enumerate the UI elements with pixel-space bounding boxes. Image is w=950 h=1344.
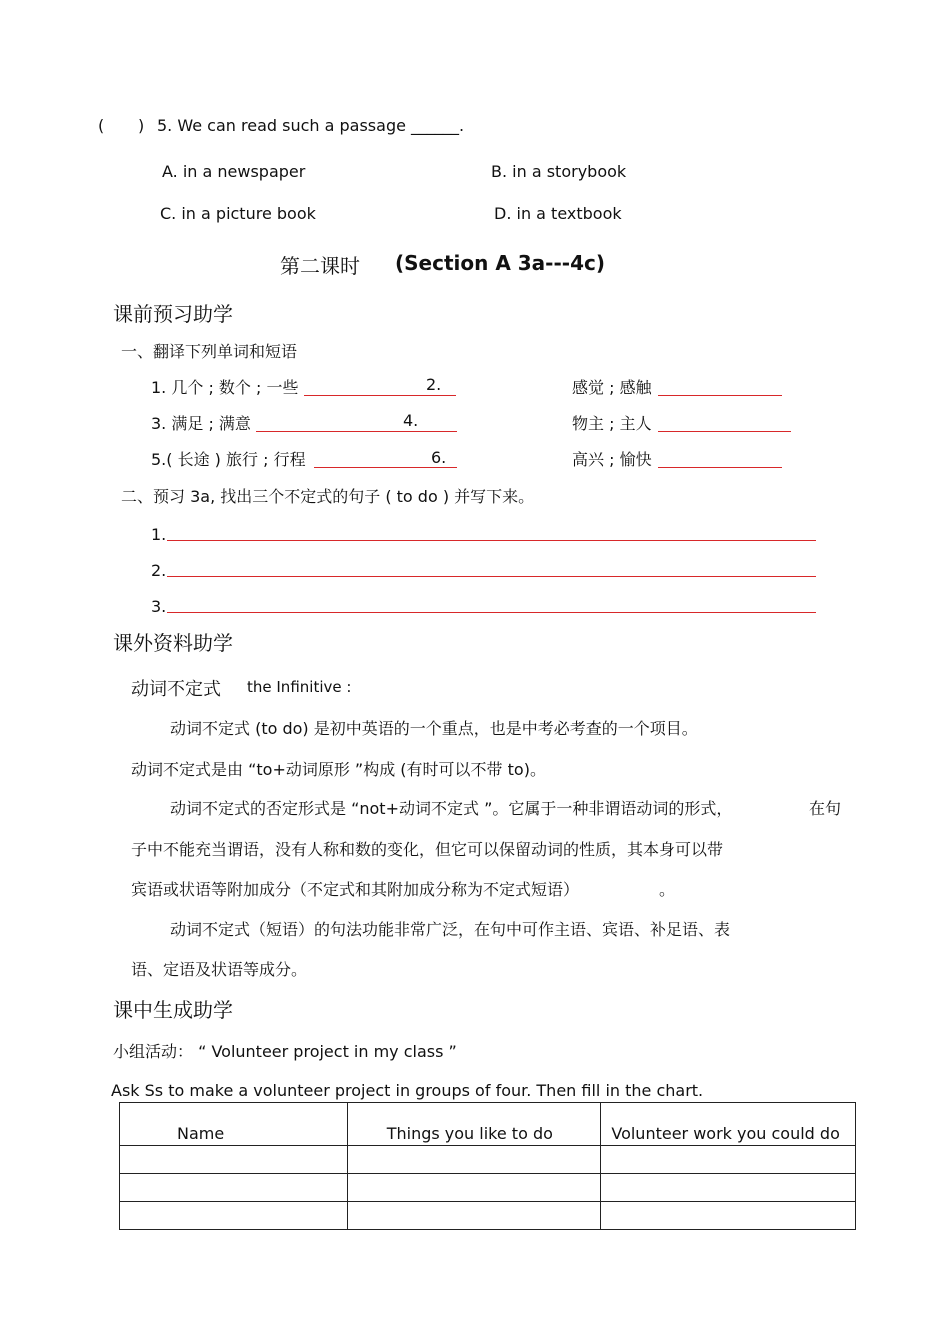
option-c: C. in a picture book: [160, 204, 316, 223]
vocab-6: 高兴 ; 愉快: [572, 450, 652, 469]
blank-line: [658, 431, 791, 432]
infinitive-heading-en: the Infinitive :: [247, 678, 352, 696]
question-stem: 5. We can read such a passage ______.: [157, 116, 465, 135]
header-name: Name: [120, 1103, 348, 1146]
option-d: D. in a textbook: [494, 204, 622, 223]
paragraph-line: 动词不定式是由 “to+动词原形 ”构成 (有时可以不带 to)。: [131, 760, 546, 779]
paragraph-line: 语、定语及状语等成分。: [131, 960, 308, 979]
vocab-2: 感觉 ; 感触: [572, 378, 652, 397]
table-cell[interactable]: [347, 1146, 601, 1174]
paragraph-line: 子中不能充当谓语，没有人称和数的变化，但它可以保留动词的性质，其本身可以带: [131, 840, 724, 859]
vocab-1: 1. 几个 ; 数个 ; 一些: [151, 378, 299, 397]
option-a: A. in a newspaper: [162, 162, 306, 181]
table-cell[interactable]: [601, 1202, 856, 1230]
blank-line: [658, 467, 782, 468]
vocab-num-2: 2.: [426, 375, 442, 394]
sentence-num-2: 2.: [151, 561, 167, 580]
table-cell[interactable]: [120, 1202, 348, 1230]
paragraph-line: 动词不定式的否定形式是 “not+动词不定式 ”。它属于一种非谓语动词的形式，: [170, 799, 733, 818]
group-activity: 小组活动： “ Volunteer project in my class ”: [113, 1042, 457, 1061]
table-row: [120, 1202, 856, 1230]
table-cell[interactable]: [347, 1174, 601, 1202]
answer-paren-open: (: [98, 116, 105, 135]
paragraph-line: 在句: [809, 799, 842, 818]
table-cell[interactable]: [601, 1146, 856, 1174]
header-volunteer: Volunteer work you could do: [601, 1103, 856, 1146]
table-cell[interactable]: [120, 1146, 348, 1174]
preview-heading: 课前预习助学: [113, 302, 233, 326]
vocab-4: 物主 ; 主人: [572, 414, 652, 433]
lesson-title-chinese: 第二课时: [280, 254, 360, 278]
blank-line: [304, 395, 456, 396]
paragraph-line: 动词不定式（短语）的句法功能非常广泛，在句中可作主语、宾语、补足语、表: [170, 920, 731, 939]
sentence-line: [167, 540, 816, 541]
blank-line: [256, 431, 457, 432]
table-row: [120, 1174, 856, 1202]
volunteer-chart: [119, 1102, 856, 1230]
inclass-heading: 课中生成助学: [113, 998, 233, 1022]
sentence-line: [167, 612, 816, 613]
paragraph-line: 动词不定式 (to do) 是初中英语的一个重点，也是中考必考查的一个项目。: [170, 719, 698, 738]
vocab-3: 3. 满足 ; 满意: [151, 414, 251, 433]
vocab-5: 5.( 长途 ) 旅行 ; 行程: [151, 450, 306, 469]
option-b: B. in a storybook: [491, 162, 627, 181]
table-row: [120, 1146, 856, 1174]
table-cell[interactable]: [120, 1174, 348, 1202]
sentence-num-3: 3.: [151, 597, 167, 616]
sentence-num-1: 1.: [151, 525, 167, 544]
extra-heading: 课外资料助学: [113, 631, 233, 655]
instruction: Ask Ss to make a volunteer project in groups of four. Then fill in the chart.: [111, 1081, 704, 1100]
blank-line: [658, 395, 782, 396]
paragraph-line: 宾语或状语等附加成分（不定式和其附加成分称为不定式短语）: [131, 880, 580, 899]
blank-line: [314, 467, 457, 468]
part2-title: 二、预习 3a, 找出三个不定式的句子 ( to do ) 并写下来。: [121, 487, 535, 506]
vocab-num-4: 4.: [403, 411, 419, 430]
header-things: Things you like to do: [347, 1103, 601, 1146]
lesson-title-english: (Section A 3a---4c): [395, 251, 605, 275]
answer-paren-close: ): [138, 116, 145, 135]
table-cell[interactable]: [347, 1202, 601, 1230]
infinitive-heading-cn: 动词不定式: [131, 679, 221, 700]
table-cell[interactable]: [601, 1174, 856, 1202]
sentence-line: [167, 576, 816, 577]
part1-title: 一、翻译下列单词和短语: [121, 342, 298, 361]
paragraph-line: 。: [659, 880, 676, 899]
vocab-num-6: 6.: [431, 448, 447, 467]
